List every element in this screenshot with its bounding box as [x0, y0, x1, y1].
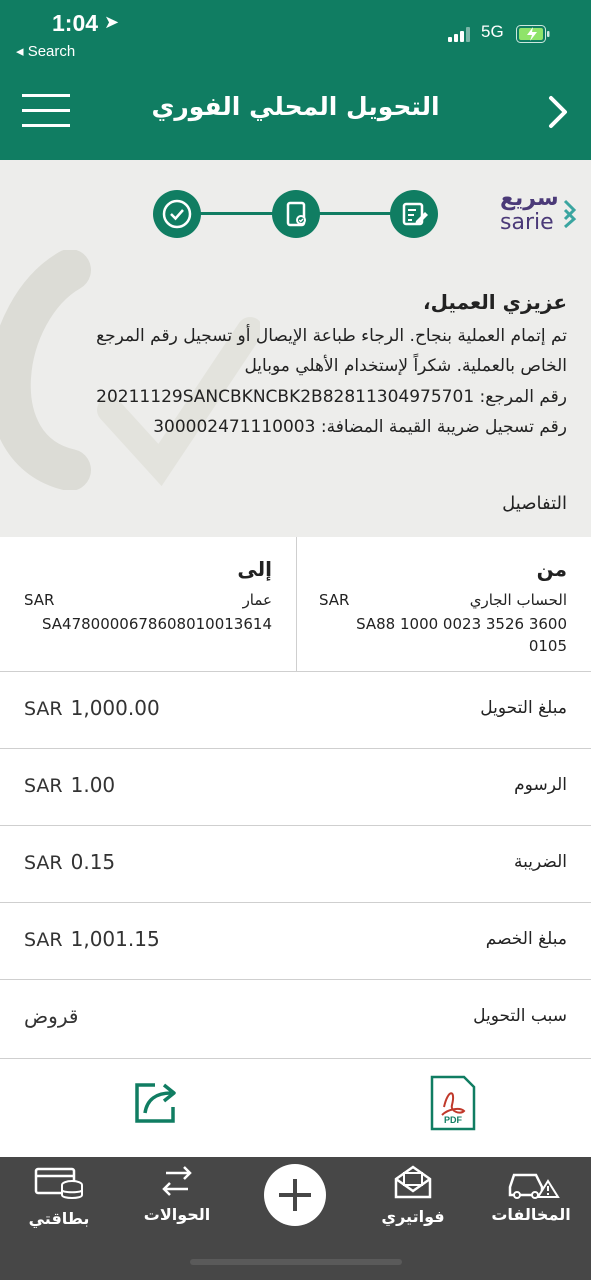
nav-violations-label: المخالفات	[491, 1205, 571, 1224]
plus-icon	[264, 1164, 326, 1226]
action-bar	[0, 1059, 591, 1156]
row-label: مبلغ الخصم	[485, 929, 567, 949]
share-icon[interactable]	[133, 1077, 183, 1127]
home-indicator	[190, 1259, 402, 1265]
reference-label: رقم المرجع:	[479, 387, 567, 407]
fees-row	[0, 749, 591, 826]
to-currency: SAR	[24, 591, 55, 609]
reference-value: 20211129SANCBKNCBK2B82811304975701	[96, 387, 475, 407]
row-label: سبب التحويل	[473, 1006, 567, 1026]
check-icon	[153, 190, 201, 238]
from-to-panel	[0, 537, 591, 672]
edit-icon	[390, 190, 438, 238]
document-icon	[272, 190, 320, 238]
nav-transfers-label: الحوالات	[143, 1205, 211, 1224]
to-title: إلى	[237, 557, 272, 581]
to-name: عمار	[242, 591, 272, 609]
row-label: الرسوم	[514, 775, 567, 795]
nav-cards[interactable]	[4, 1157, 114, 1237]
details-title: التفاصيل	[502, 493, 567, 514]
signal-icon	[448, 26, 474, 42]
step-connector	[200, 212, 278, 215]
success-message-line1: تم إتمام العملية بنجاح. الرجاء طباعة الإيصال أو تسجيل رقم المرجع	[96, 326, 567, 346]
to-iban: SA4780000678608010013614	[41, 615, 272, 633]
vat-label: رقم تسجيل ضريبة القيمة المضافة:	[320, 417, 567, 437]
nav-transfers[interactable]	[122, 1157, 232, 1237]
tax-row	[0, 826, 591, 903]
vat-value: 300002471110003	[153, 417, 316, 437]
from-iban: SA88 1000 0023 3526 3600	[356, 615, 567, 633]
row-label: مبلغ التحويل	[480, 698, 567, 718]
cards-icon	[34, 1163, 84, 1203]
from-iban-cont: 0105	[528, 637, 567, 655]
plus-button[interactable]	[264, 1164, 326, 1226]
from-currency: SAR	[319, 591, 350, 609]
success-message-line2: الخاص بالعملية. شكراً لإستخدام الأهلي موبايل	[244, 356, 567, 376]
chevron-right-icon[interactable]	[543, 92, 573, 132]
nav-cards-label: بطاقتي	[28, 1209, 90, 1228]
divider	[296, 537, 297, 672]
greeting: عزيزي العميل،	[422, 290, 567, 314]
location-arrow-icon: ➤	[104, 12, 120, 33]
network-type: 5G	[481, 22, 504, 41]
nav-bills-label: فواتيري	[381, 1207, 445, 1226]
amount-row	[0, 672, 591, 749]
status-time: 1:04	[52, 10, 99, 36]
step-input	[390, 190, 438, 238]
battery-icon	[516, 25, 550, 43]
app-header	[0, 0, 591, 160]
nav-violations[interactable]	[476, 1157, 586, 1237]
page-title: التحويل المحلي الفوري	[151, 92, 440, 121]
vat-line	[27, 415, 567, 440]
car-warning-icon	[506, 1163, 562, 1203]
row-value: SAR 1,001.15	[24, 927, 160, 951]
debit-amount-row	[0, 903, 591, 980]
back-to-search-link[interactable]: ◂ Search	[16, 43, 76, 60]
transfers-icon	[152, 1163, 202, 1203]
from-title: من	[536, 557, 567, 581]
nav-bills[interactable]	[358, 1157, 468, 1237]
row-label: الضريبة	[513, 852, 567, 872]
step-connector	[318, 212, 396, 215]
row-value: SAR 1.00	[24, 773, 116, 797]
reference-line	[27, 385, 567, 410]
from-account-name: الحساب الجاري	[469, 591, 567, 609]
row-value: SAR 1,000.00	[24, 696, 160, 720]
pdf-icon[interactable]	[430, 1075, 476, 1131]
bills-icon	[388, 1163, 438, 1203]
row-value: قروض	[24, 1004, 79, 1028]
step-review	[272, 190, 320, 238]
reason-row	[0, 980, 591, 1059]
step-complete	[153, 190, 201, 238]
sarie-logo: سريع sarie	[498, 190, 578, 236]
row-value: SAR 0.15	[24, 850, 116, 874]
svg-text:PDF: PDF	[444, 1115, 462, 1125]
